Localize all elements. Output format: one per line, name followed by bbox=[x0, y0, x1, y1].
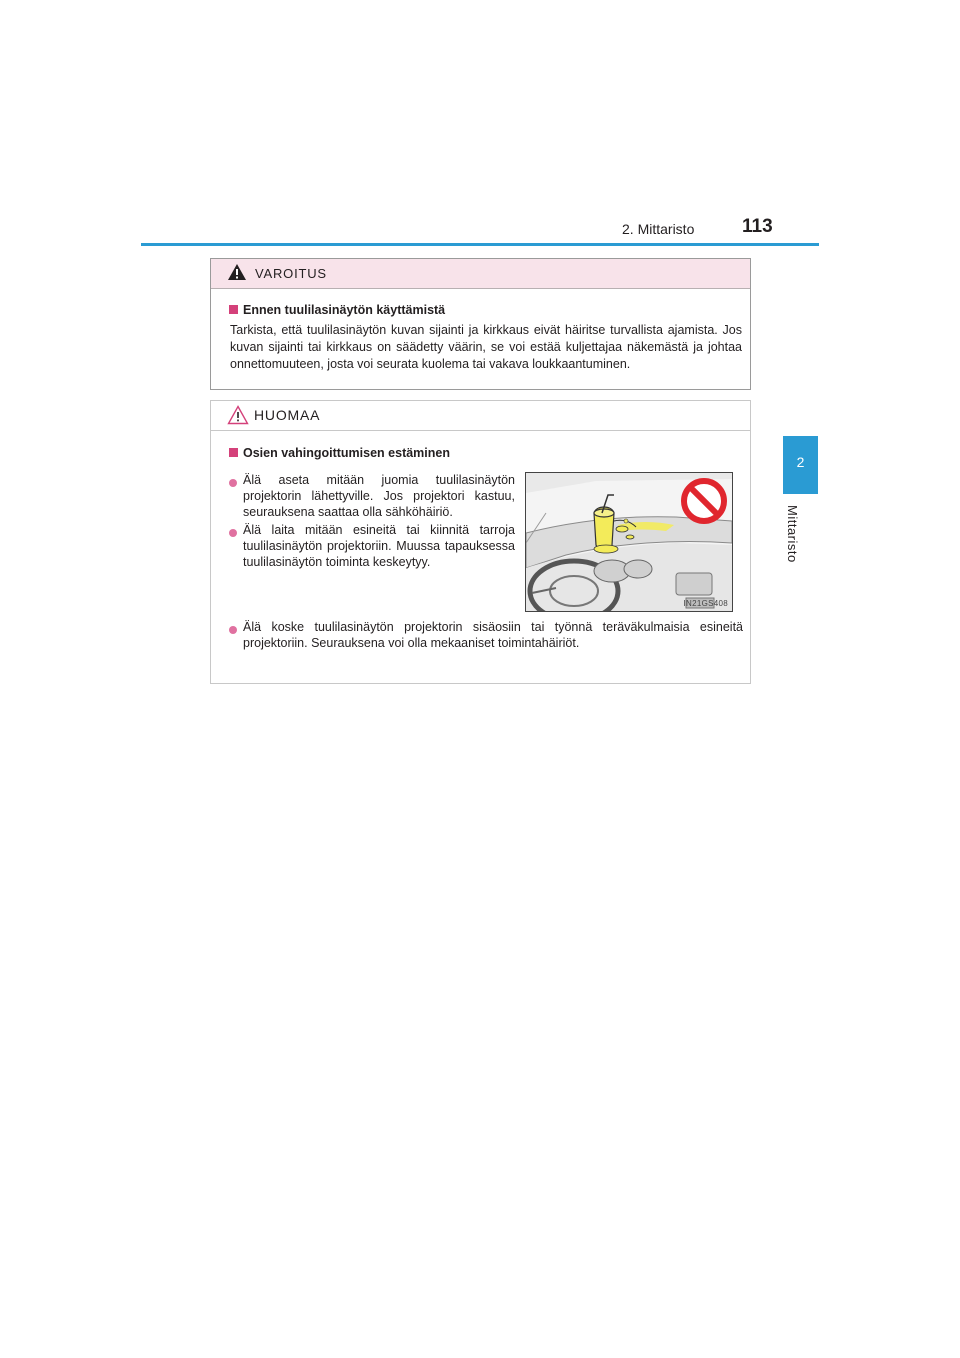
bullet-text: Älä koske tuulilasinäytön projektorin sisäosiin tai työnnä teräväkulmaisia esineitä projektoriin. Seurauksena voi olla mekaaniset toimintahäiriöt. bbox=[243, 620, 743, 650]
caution-triangle-icon bbox=[227, 405, 249, 430]
warning-section-title: Ennen tuulilasinäytön käyttämistä bbox=[229, 303, 445, 317]
chapter-tab bbox=[783, 436, 818, 494]
warning-header bbox=[211, 259, 750, 289]
warning-label: VAROITUS bbox=[255, 266, 327, 281]
header-section-title: 2. Mittaristo bbox=[622, 221, 695, 237]
chapter-label: Mittaristo bbox=[785, 505, 800, 563]
notice-box bbox=[210, 400, 751, 684]
bullet-text: Älä aseta mitään juomia tuulilasinäytön projektorin lähettyville. Jos projektori kastuu, seurauksena saattaa olla sähköhäiriö. bbox=[243, 473, 515, 519]
notice-label: HUOMAA bbox=[254, 407, 321, 423]
bullet-icon bbox=[229, 479, 237, 487]
warning-triangle-icon bbox=[227, 263, 247, 286]
figure-code: IN21GS408 bbox=[683, 599, 728, 608]
bullet-text: Älä laita mitään esineitä tai kiinnitä tarroja tuulilasinäytön projektoriin. Muussa tapauksessa tuulilasinäytön toiminta keskeytyy. bbox=[243, 523, 515, 569]
section-marker-icon bbox=[229, 305, 238, 314]
page-number: 113 bbox=[742, 216, 773, 237]
chapter-number: 2 bbox=[796, 454, 805, 470]
header-rule bbox=[141, 243, 819, 246]
bullet-icon bbox=[229, 529, 237, 537]
bullet-icon bbox=[229, 626, 237, 634]
prohibition-icon bbox=[684, 481, 724, 521]
notice-section-title: Osien vahingoittumisen estäminen bbox=[229, 446, 450, 460]
warning-body: Tarkista, että tuulilasinäytön kuvan sijainti ja kirkkaus eivät häiritse turvallista ajamista. Jos kuvan sijainti tai kirkkaus on säädetty väärin, se voi estää kuljettajaa näkemästä ja johtaa onnettomuuteen, josta voi seurata kuolema tai vakava loukkaantuminen. bbox=[230, 323, 742, 371]
dashboard-illustration bbox=[525, 472, 733, 612]
section-marker-icon bbox=[229, 448, 238, 457]
notice-header bbox=[211, 401, 750, 431]
warning-box bbox=[210, 258, 751, 390]
